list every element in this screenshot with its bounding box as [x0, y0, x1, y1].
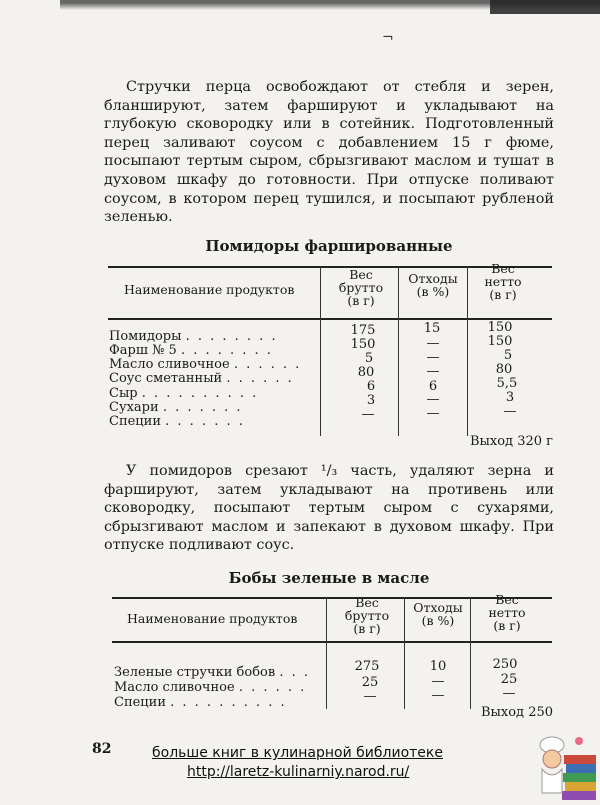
table2-divider: [470, 597, 471, 709]
table1-row-name: Соус сметанный . . . . . .: [109, 371, 294, 386]
table2-header-brutto: Вес брутто (в г): [344, 595, 390, 636]
chef-books-logo: [534, 733, 598, 801]
library-link-text[interactable]: больше книг в кулинарной библиотеке: [152, 745, 443, 761]
paragraph-pepper-instructions: Стручки перца освобождают от стебля и зерен, бланшируют, затем фаршируют и укладывают на глубокую сковородку или в сотейник. Подготовленный перец заливают соусом с добавлением 15 г фюме, посыпают тертым сыром, сбрызгивают маслом и тушат в духовом шкафу до готовности. При отпуске поливают соусом, в котором перец тушился, и посыпают рубленой зеленью.: [104, 79, 554, 226]
book-icon: [566, 764, 596, 773]
chef-body-icon: [542, 769, 562, 793]
table1-cell-waste: 6: [428, 379, 438, 394]
table2-row-name: Масло сливочное . . . . . .: [114, 680, 307, 695]
table1-row-name: Сухари . . . . . . .: [109, 400, 243, 415]
table1-cell-waste: —: [426, 406, 440, 421]
table2-title: Бобы зеленые в масле: [228, 569, 430, 587]
table2-cell-brutto: 275: [354, 659, 380, 674]
table2-cell-brutto: —: [363, 689, 377, 704]
flower-icon: [575, 737, 583, 745]
book-icon: [565, 782, 596, 791]
table1-cell-netto: —: [503, 404, 517, 419]
book-icon: [562, 791, 596, 800]
table1-header-waste: Отходы (в %): [408, 271, 458, 299]
table1-cell-brutto: 80: [357, 365, 375, 380]
table2-header-waste: Отходы (в %): [413, 600, 463, 628]
table1-cell-netto: 150: [487, 320, 513, 335]
table1-header-netto: Вес нетто (в г): [484, 261, 522, 302]
table1-cell-netto: 150: [487, 334, 513, 349]
table1-divider: [320, 266, 321, 436]
table2-cell-waste: —: [431, 688, 445, 703]
paragraph-tomato-instructions: У помидоров срезают ¹/₃ часть, удаляют зерна и фаршируют, затем укладывают на противень или сковородку, посыпают тертым сыром с сухарями, сбрызгивают маслом и запекают в духовом шкафу. При отпуске подливают соус.: [104, 463, 554, 554]
table1-cell-waste: —: [426, 392, 440, 407]
table2-header-name: Наименование продуктов: [127, 611, 298, 626]
table1-cell-netto: 80: [495, 362, 513, 377]
table1-header-rule: [108, 318, 552, 320]
table2-cell-netto: 25: [500, 672, 518, 687]
chef-face-icon: [543, 750, 561, 768]
table2-divider: [404, 597, 405, 709]
table1-row-name: Специи . . . . . . .: [109, 414, 245, 429]
table2-cell-waste: 10: [429, 659, 447, 674]
table2-divider: [326, 597, 327, 709]
table2-cell-netto: 250: [492, 657, 518, 672]
table1-divider: [398, 266, 399, 436]
table1-cell-brutto: 150: [350, 337, 376, 352]
table1-cell-waste: —: [426, 364, 440, 379]
table2-header-rule: [112, 641, 552, 643]
table1-row-name: Фарш № 5 . . . . . . . .: [109, 343, 273, 358]
table2-row-name: Зеленые стручки бобов . . .: [114, 665, 310, 680]
table1-cell-brutto: 175: [350, 323, 376, 338]
table2-row-name: Специи . . . . . . . . . .: [114, 695, 287, 710]
table1-title: Помидоры фаршированные: [205, 237, 453, 255]
scan-edge-corner: [490, 0, 600, 14]
table1-row-name: Сыр . . . . . . . . . .: [109, 386, 259, 401]
table1-yield: Выход 320 г: [470, 434, 553, 449]
table1-cell-brutto: —: [361, 407, 375, 422]
table1-cell-waste: —: [426, 336, 440, 351]
table1-cell-netto: 3: [505, 390, 515, 405]
table2-cell-netto: —: [502, 686, 516, 701]
table2-header-netto: Вес нетто (в г): [488, 592, 526, 633]
table1-header-name: Наименование продуктов: [124, 282, 295, 297]
table1-cell-brutto: 5: [364, 351, 374, 366]
book-icon: [563, 773, 596, 782]
table1-divider: [467, 266, 468, 436]
table1-cell-waste: —: [426, 350, 440, 365]
table2-yield: Выход 250: [481, 705, 554, 720]
page-number: 82: [92, 741, 112, 757]
table1-row-name: Помидоры . . . . . . . .: [109, 329, 278, 344]
table1-cell-netto: 5: [503, 348, 513, 363]
scan-speck: ¬: [382, 30, 394, 46]
table1-row-name: Масло сливочное . . . . . .: [109, 357, 302, 372]
table2-cell-waste: —: [431, 674, 445, 689]
table1-cell-netto: 5,5: [496, 376, 518, 391]
table1-header-brutto: Вес брутто (в г): [338, 267, 384, 308]
table1-cell-waste: 15: [423, 321, 441, 336]
library-url-link[interactable]: http://laretz-kulinarniy.narod.ru/: [187, 764, 410, 780]
book-icon: [564, 755, 596, 764]
table1-cell-brutto: 3: [366, 393, 376, 408]
table1-cell-brutto: 6: [366, 379, 376, 394]
table2-cell-brutto: 25: [361, 675, 379, 690]
